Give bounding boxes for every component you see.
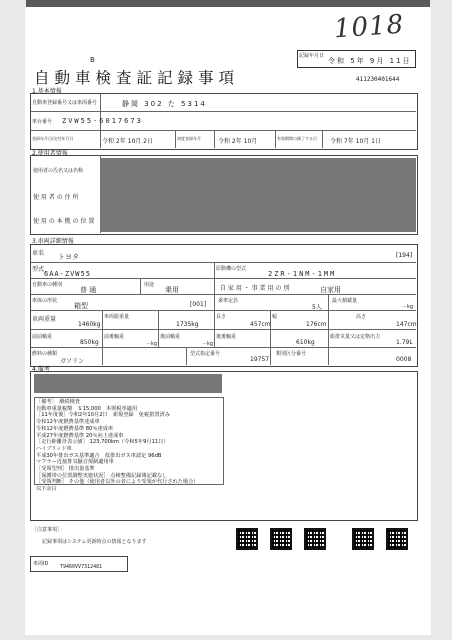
maxload-value: －kg	[402, 304, 414, 310]
front-axle-value: 850kg	[80, 339, 99, 346]
kind-value: 普 通	[80, 286, 97, 294]
section-vehicle-heading: 3.車両詳細情報	[32, 238, 74, 245]
registration-number-value: 静岡 302 た 5314	[122, 100, 207, 108]
grade-mark: B	[90, 56, 95, 64]
handwritten-number: 1018	[333, 9, 406, 45]
maker-label: 車名	[32, 250, 45, 257]
divider	[270, 310, 271, 347]
divider	[30, 111, 416, 112]
use-label: 用途	[144, 282, 155, 288]
divider	[30, 262, 416, 263]
type-number-value: 19757	[250, 356, 270, 363]
first-registration-label: 登録年月日/交付年月日	[32, 136, 74, 141]
height-label: 高さ	[356, 314, 367, 320]
kind-label: 自動車の種別	[32, 282, 63, 288]
front-axle-label: 前前軸重	[32, 334, 53, 340]
redacted-remark	[34, 374, 222, 393]
first-year-value: 令和 2年 10月	[218, 138, 258, 145]
qr-code-icon	[270, 528, 292, 550]
qr-code-icon	[352, 528, 374, 550]
displacement-value: 1.79L	[396, 339, 413, 346]
rear-front-axle-label: 後前軸重	[160, 334, 181, 340]
vehicle-id-value: T9460VV7312481	[60, 564, 103, 570]
model-value: 6AA-ZVW55	[44, 270, 91, 278]
divider	[270, 347, 271, 365]
rear-axle-value: 610kg	[296, 339, 315, 346]
shape-value: 箱型	[74, 302, 88, 310]
divider	[322, 130, 323, 148]
first-year-label: 初度登録年月	[177, 136, 201, 141]
vehicle-id-label: 車両ID	[33, 561, 49, 567]
front-rear-axle-label: 前後軸重	[104, 334, 125, 340]
maxload-label: 最大積載量	[332, 298, 358, 304]
expiry-value: 令和 7年 10月 1日	[330, 138, 381, 145]
gross-weight-label: 車両総重量	[104, 314, 130, 320]
record-date-label: 記録年月日	[299, 53, 325, 59]
qr-code-icon	[236, 528, 258, 550]
width-label: 幅	[272, 314, 278, 320]
class-number-value: 0008	[396, 356, 412, 363]
divider	[30, 329, 416, 330]
top-scan-bar	[26, 0, 430, 7]
maker-value: トヨタ	[58, 253, 79, 261]
class-number-label: 類別区分番号	[276, 351, 307, 357]
shape-code: [001]	[190, 301, 207, 308]
divider	[102, 310, 103, 365]
front-rear-axle-value: －kg	[146, 341, 158, 347]
capacity-label: 乗車定員	[218, 298, 239, 304]
divider	[175, 130, 176, 148]
notice-heading: ［注意事項］	[32, 527, 63, 533]
rear-front-axle-value: －kg	[202, 341, 214, 347]
engine-label: 原動機の型式	[216, 266, 247, 272]
chassis-number-value: ZVW55-6017673	[62, 117, 143, 125]
shape-label: 車体の形状	[32, 298, 58, 304]
redacted-user-info	[100, 158, 416, 232]
divider	[275, 130, 276, 148]
user-name-label: 使用者の氏名又は名称	[33, 168, 84, 174]
divider	[30, 130, 416, 131]
divider	[100, 130, 101, 148]
qr-code-icon	[304, 528, 326, 550]
use-value: 乗用	[165, 286, 179, 294]
maker-code: [194]	[396, 252, 413, 259]
fuel-label: 燃料の種類	[32, 351, 58, 357]
length-label: 長さ	[216, 314, 227, 320]
registration-number-label: 自動車登録番号又は車両番号	[32, 100, 98, 106]
fuel-value: ガソリン	[60, 358, 85, 365]
divider	[186, 347, 187, 365]
divider	[214, 262, 215, 310]
gross-weight-value: 1735kg	[176, 321, 199, 328]
purpose-value: 自家用	[320, 286, 341, 294]
capacity-value: 5人	[312, 304, 322, 311]
rear-axle-label: 後後軸重	[216, 334, 237, 340]
document-number: 411230401644	[356, 76, 400, 83]
user-base-label: 使 用 の 本 拠 の 位 置	[33, 218, 95, 225]
height-value: 147cm	[396, 321, 417, 328]
divider	[158, 310, 159, 347]
first-registration-value: 令和 2年 10月 2日	[102, 138, 153, 145]
length-value: 457cm	[250, 321, 271, 328]
divider	[140, 278, 141, 294]
notice-text: 記録事項はシステム更新時点の情報となります	[42, 539, 147, 545]
displacement-label: 総排気量又は定格出力	[330, 334, 381, 340]
section-remarks-heading: 4.備考	[32, 366, 50, 373]
divider	[214, 130, 215, 148]
divider	[214, 310, 215, 347]
chassis-number-label: 車台番号	[32, 119, 53, 125]
expiry-label: 有効期間の満了する日	[277, 136, 317, 141]
document-title: 自動車検査証記録事項	[34, 69, 240, 87]
model-label: 型式	[32, 266, 45, 273]
width-value: 176cm	[306, 321, 327, 328]
record-date-box	[297, 50, 416, 68]
divider	[328, 294, 329, 365]
weight-value: 1460kg	[78, 321, 101, 328]
purpose-label: 自 家 用 ・ 事 業 用 の 別	[220, 285, 290, 292]
user-address-label: 使 用 者 の 住 所	[33, 194, 79, 201]
qr-code-icon	[386, 528, 408, 550]
engine-value: 2ZR-1NM-1MM	[268, 270, 337, 278]
weight-label: 車両重量	[32, 316, 57, 323]
section-user-heading: 2.使用者情報	[32, 150, 68, 157]
type-number-label: 型式指定番号	[190, 351, 221, 357]
remarks-text: ［備考］ 継続検査 自動車重量税額 ￥15,000 本則税率適用 ［11年度後］令和2年10月2日 新規登録 免税措置済み 令和12年度燃費基準達成車 令和12年度燃費基準 80％達成車 平成27年度燃費基準 20％向上達成車 ［走行距離計表示値］ 123,700km（令和5年9月11日） ハイブリッド車 平成30年排出ガス基準適合 低排出ガス車認定 96dB マフラー近接排気騒音規制適用車 ［受領型判］ 排出量基準 ［保護帯の位置調整実施状況］ 点検整備記録簿記載なし ［受領判断］ その他（使用者以外の者により受領が代行された場合） 以下余白	[36, 399, 199, 493]
divider	[30, 278, 416, 279]
divider	[30, 347, 416, 348]
record-date-value: 令和 5年 9月 11日	[328, 57, 412, 65]
section-basic-heading: 1.基本情報	[32, 88, 62, 95]
